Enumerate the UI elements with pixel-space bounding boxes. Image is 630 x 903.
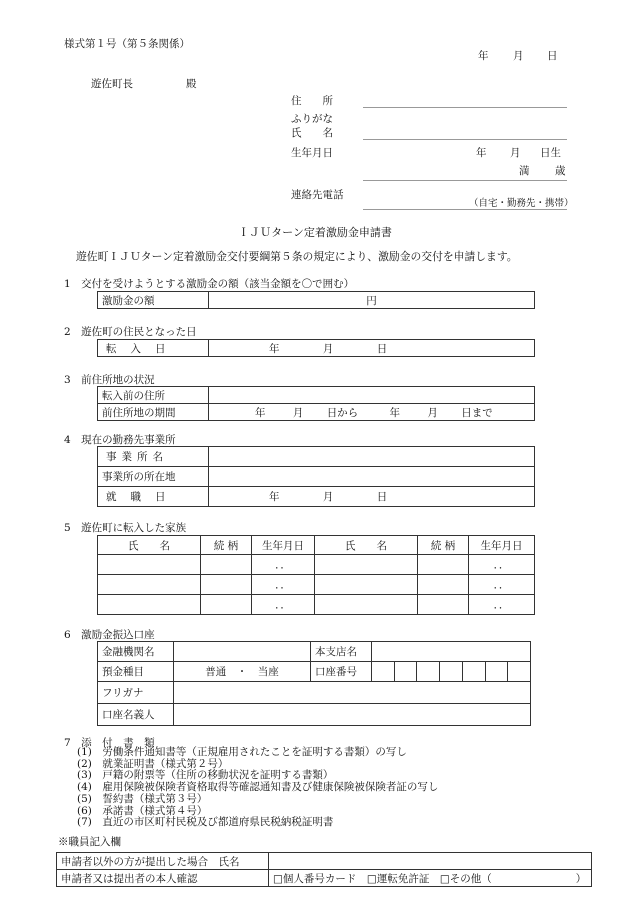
move-in-day: 日 <box>376 342 388 355</box>
workplace-name-label: 事業所名 <box>98 447 209 467</box>
form-number: 様式第１号（第５条関係） <box>64 38 190 50</box>
family-row <box>98 575 535 595</box>
date-year-label: 年 <box>478 50 489 62</box>
address-label: 住 所 <box>291 95 333 107</box>
previous-period-label: 前住所地の期間 <box>98 404 209 421</box>
account-digit-box[interactable] <box>416 662 439 681</box>
attachment-item: (6) 承諾書（様式第４号） <box>77 804 208 817</box>
furigana-label: ふりがな <box>291 113 333 125</box>
family-name-cell[interactable] <box>98 575 201 595</box>
employment-date-label: 就職日 <box>98 487 209 507</box>
furigana-account-field[interactable] <box>174 682 531 704</box>
birth-dots: ．． <box>493 599 510 611</box>
family-name-cell[interactable] <box>315 595 418 615</box>
family-row <box>98 555 535 575</box>
account-digit-box[interactable] <box>462 662 485 681</box>
family-relation-cell[interactable] <box>201 595 252 615</box>
move-in-month: 月 <box>322 342 334 355</box>
phone-line[interactable] <box>363 209 567 210</box>
identity-check-label: 申請者又は提出者の本人確認 <box>57 870 269 887</box>
family-relation-cell[interactable] <box>418 595 469 615</box>
period-from-day: 日から <box>326 406 359 419</box>
previous-address-table <box>97 386 535 421</box>
family-birth-cell[interactable] <box>252 575 315 595</box>
account-number-label: 口座番号 <box>311 662 372 682</box>
name-label: 氏 名 <box>291 127 333 139</box>
branch-name-label: 本支店名 <box>311 642 372 662</box>
family-name-cell[interactable] <box>315 575 418 595</box>
date-day-label: 日 <box>547 50 558 62</box>
branch-name-field[interactable] <box>372 642 531 662</box>
family-birth-cell[interactable] <box>252 595 315 615</box>
family-birth-header: 生年月日 <box>252 536 315 555</box>
birth-dots: ．． <box>493 559 510 571</box>
birth-dots: ．． <box>275 559 291 571</box>
family-birth-cell[interactable] <box>252 555 315 575</box>
family-name-cell[interactable] <box>98 595 201 615</box>
section-2-heading: 2 遊佐町の住民となった日 <box>64 326 197 338</box>
previous-address-field[interactable] <box>209 387 535 404</box>
birth-label: 生年月日 <box>291 147 333 159</box>
account-digit-box[interactable] <box>439 662 462 681</box>
period-to-month: 月 <box>427 406 438 419</box>
employment-month: 月 <box>322 491 334 503</box>
birth-dots: ．． <box>493 579 510 591</box>
attachment-item: (1) 労働条件通知書等（正規雇用されたことを証明する書類）の写し <box>77 746 407 758</box>
move-in-label: 転入日 <box>98 340 209 357</box>
workplace-table <box>97 446 535 507</box>
family-relation-cell[interactable] <box>418 575 469 595</box>
yen-unit: 円 <box>366 294 377 307</box>
period-from-year: 年 <box>255 406 266 419</box>
account-digit-box[interactable] <box>485 662 508 681</box>
account-type-field[interactable] <box>174 662 311 682</box>
birth-year-label: 年 <box>476 147 487 159</box>
section-5-heading: 5 遊佐町に転入した家族 <box>64 522 187 534</box>
age-suffix: 歳 <box>555 165 566 177</box>
name-line[interactable] <box>363 139 567 140</box>
period-to-day: 日まで <box>461 406 493 419</box>
address-line[interactable] <box>363 107 567 108</box>
workplace-address-field[interactable] <box>209 467 535 487</box>
previous-address-label: 転入前の住所 <box>98 387 209 404</box>
family-birth-header-2: 生年月日 <box>469 536 535 555</box>
family-relation-cell[interactable] <box>201 575 252 595</box>
submitter-name-label: 申請者以外の方が提出した場合 氏名 <box>57 853 269 870</box>
employment-date-field[interactable] <box>209 487 535 507</box>
amount-table <box>97 291 535 309</box>
identity-check-options[interactable]: □個人番号カード □運転免許証 □その他（ ） <box>269 870 592 887</box>
family-relation-header: 続 柄 <box>201 536 252 555</box>
previous-period-field[interactable] <box>209 404 535 421</box>
section-6-heading: 6 激励金振込口座 <box>64 629 155 641</box>
section-7-heading: 7 添 付 書 類 <box>64 737 155 749</box>
move-in-table <box>97 339 535 357</box>
birth-line[interactable] <box>363 180 567 181</box>
family-name-header-2: 氏 名 <box>315 536 418 555</box>
employment-year: 年 <box>269 491 280 503</box>
family-birth-cell[interactable] <box>469 595 535 615</box>
move-in-date-field[interactable] <box>209 340 535 357</box>
account-type-label: 預金種目 <box>98 662 174 682</box>
document-title: ＩＪＵターン定着激励金申請書 <box>238 226 392 239</box>
move-in-year: 年 <box>269 342 280 355</box>
birth-day-label: 日生 <box>540 147 561 159</box>
bank-name-field[interactable] <box>174 642 311 662</box>
bank-name-label: 金融機関名 <box>98 642 174 662</box>
attachment-item: (5) 誓約書（様式第３号） <box>77 792 208 805</box>
section-3-heading: 3 前住所地の状況 <box>64 374 155 386</box>
family-relation-cell[interactable] <box>418 555 469 575</box>
date-month-label: 月 <box>513 50 524 62</box>
staff-heading: ※職員記入欄 <box>58 836 121 848</box>
attachment-item: (4) 雇用保険被保険者資格取得等確認通知書及び健康保険被保険者証の写し <box>77 781 439 794</box>
period-from-month: 月 <box>292 406 304 419</box>
amount-field[interactable] <box>209 292 535 309</box>
birth-dots: ．． <box>275 579 291 591</box>
age-prefix: 満 <box>519 165 530 177</box>
section-4-heading: 4 現在の勤務先事業所 <box>64 434 176 446</box>
account-digit-box[interactable] <box>394 662 417 681</box>
family-table <box>97 535 535 615</box>
family-row <box>98 595 535 615</box>
attachment-item: (3) 戸籍の附票等（住所の移動状況を証明する書類） <box>77 769 334 782</box>
attachment-item: (2) 就業証明書（様式第２号） <box>77 757 229 770</box>
phone-note: （自宅・勤務先・携帯） <box>469 198 574 209</box>
birth-month-label: 月 <box>510 147 521 159</box>
workplace-name-field[interactable] <box>209 447 535 467</box>
attachment-item: (7) 直近の市区町村民税及び都道府県民税納税証明書 <box>77 816 334 829</box>
bank-account-table <box>97 641 531 726</box>
family-name-header: 氏 名 <box>98 536 201 555</box>
family-birth-cell[interactable] <box>469 555 535 575</box>
phone-label: 連絡先電話 <box>291 189 344 201</box>
honorific: 殿 <box>186 78 197 90</box>
account-type-options: 普通 ・ 当座 <box>205 666 279 678</box>
family-name-cell[interactable] <box>98 555 201 575</box>
account-digit-box[interactable] <box>507 662 530 681</box>
submitter-name-field[interactable] <box>269 853 592 870</box>
family-name-cell[interactable] <box>315 555 418 575</box>
account-number-field[interactable] <box>372 662 531 682</box>
workplace-address-label: 事業所の所在地 <box>98 467 209 487</box>
section-1-heading: 1 交付を受けようとする激励金の額（該当金額を〇で囲む） <box>64 278 355 290</box>
account-number-digits <box>372 662 530 681</box>
amount-label: 激励金の額 <box>98 292 209 309</box>
intro-text: 遊佐町ＩＪＵターン定着激励金交付要綱第５条の規定により、激励金の交付を申請します。 <box>76 250 518 263</box>
account-digit-box[interactable] <box>372 662 394 681</box>
staff-table <box>56 852 592 887</box>
family-birth-cell[interactable] <box>469 575 535 595</box>
addressee: 遊佐町長 <box>91 78 133 90</box>
attachment-list <box>77 747 438 829</box>
family-relation-cell[interactable] <box>201 555 252 575</box>
family-relation-header-2: 続 柄 <box>418 536 469 555</box>
birth-dots: ．． <box>275 599 291 611</box>
period-to-year: 年 <box>389 406 401 419</box>
furigana-account-label: フリガナ <box>98 682 174 704</box>
employment-day: 日 <box>376 491 388 503</box>
account-holder-field[interactable] <box>174 704 531 726</box>
account-holder-label: 口座名義人 <box>98 704 174 726</box>
